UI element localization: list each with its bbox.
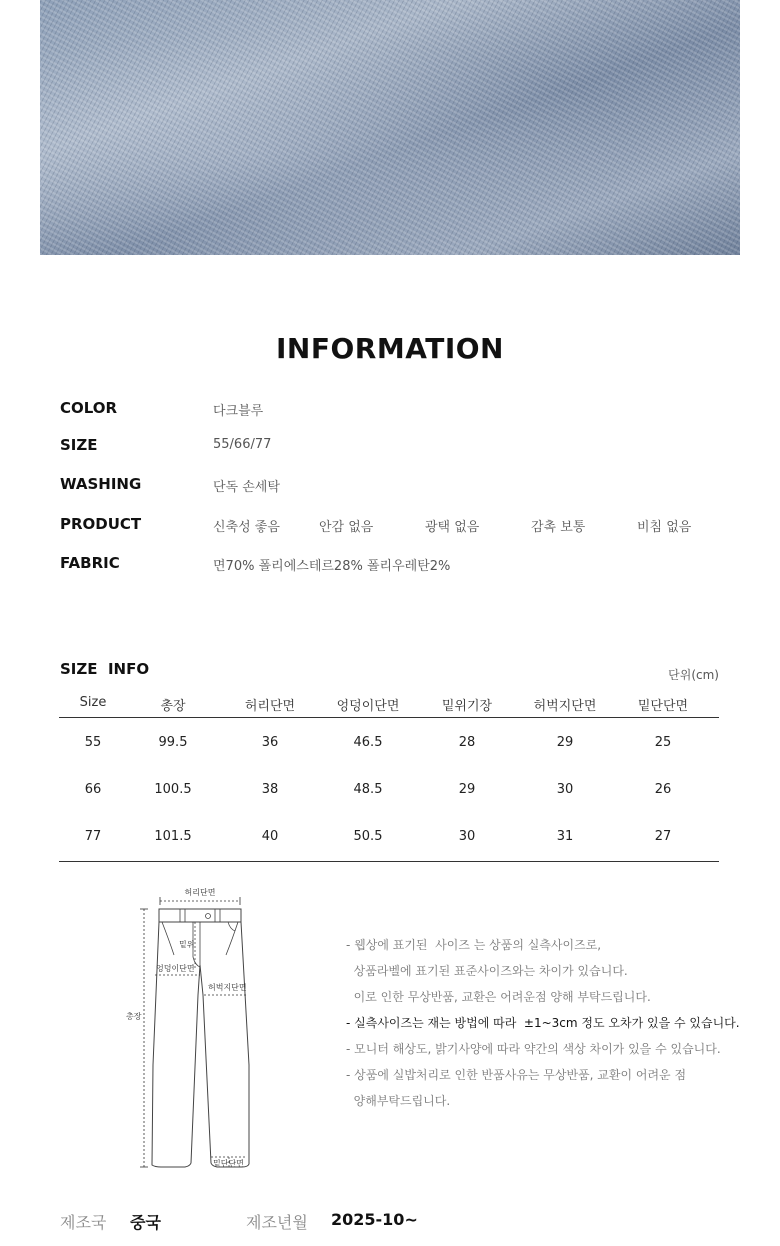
header-waist: 허리단면 xyxy=(244,699,296,714)
country-label: 제조국 xyxy=(60,1213,107,1232)
note-line: 이로 인한 무상반품, 교환은 어려운점 양해 부탁드립니다. xyxy=(346,990,651,1004)
diagram-label-thigh: 허벅지단면 xyxy=(208,983,247,992)
info-row-fabric xyxy=(60,554,740,576)
color-label: COLOR xyxy=(60,399,118,417)
size-notes xyxy=(346,932,746,1114)
cell-thigh: 31 xyxy=(556,829,574,844)
diagram-label-rise: 밑위 xyxy=(179,940,195,949)
note-line: - 웹상에 표기된 사이즈 는 상품의 실측사이즈로, xyxy=(346,938,602,952)
cell-waist: 40 xyxy=(261,829,279,844)
country-value: 중국 xyxy=(130,1213,161,1232)
cell-size: 66 xyxy=(84,782,102,797)
cell-hip: 48.5 xyxy=(353,782,383,797)
cell-size: 55 xyxy=(84,735,102,750)
product-item-sheer: 비침 없음 xyxy=(637,520,692,535)
info-row-washing xyxy=(60,475,740,497)
diagram-label-length: 총장 xyxy=(126,1012,142,1021)
note-line: 양해부탁드립니다. xyxy=(346,1094,451,1108)
cell-thigh: 29 xyxy=(556,735,574,750)
table-row xyxy=(59,719,719,766)
fabric-value: 면70% 폴리에스테르28% 폴리우레탄2% xyxy=(213,559,451,574)
diagram-label-waist: 허리단면 xyxy=(184,888,216,897)
note-line: 상품라벨에 표기된 표준사이즈와는 차이가 있습니다. xyxy=(346,964,628,978)
cell-rise: 30 xyxy=(458,829,476,844)
cell-rise: 28 xyxy=(458,735,476,750)
fabric-texture-photo xyxy=(40,0,740,255)
manufacture-date-value: 2025-10~ xyxy=(331,1210,418,1229)
cell-size: 77 xyxy=(84,829,102,844)
note-line: - 상품에 실밥처리로 인한 반품사유는 무상반품, 교환이 어려운 점 xyxy=(346,1068,687,1082)
header-hem: 밑단단면 xyxy=(637,699,689,714)
cell-waist: 36 xyxy=(261,735,279,750)
cell-total-length: 99.5 xyxy=(158,735,188,750)
product-item-texture: 감촉 보통 xyxy=(531,520,586,535)
header-total-length: 총장 xyxy=(160,699,186,714)
cell-hem: 27 xyxy=(654,829,672,844)
product-item-lining: 안감 없음 xyxy=(319,520,374,535)
table-row xyxy=(59,813,719,860)
size-value: 55/66/77 xyxy=(213,437,272,452)
table-row xyxy=(59,766,719,813)
header-hip: 엉덩이단면 xyxy=(336,699,400,714)
pants-outline-icon xyxy=(122,885,262,1175)
cell-thigh: 30 xyxy=(556,782,574,797)
size-table-header xyxy=(59,688,719,718)
diagram-label-hip: 엉덩이단면 xyxy=(156,964,195,973)
header-size: Size xyxy=(79,695,107,710)
size-table xyxy=(59,688,719,862)
origin-info xyxy=(0,1208,780,1232)
washing-label: WASHING xyxy=(60,475,142,493)
note-line-emphasis: - 실측사이즈는 재는 방법에 따라 ±1~3cm 정도 오차가 있을 수 있습니다. xyxy=(346,1016,740,1030)
size-label: SIZE xyxy=(60,436,98,454)
header-thigh: 허벅지단면 xyxy=(533,699,597,714)
cell-hip: 50.5 xyxy=(353,829,383,844)
note-line: - 모니터 해상도, 밝기사양에 따라 약간의 색상 차이가 있을 수 있습니다. xyxy=(346,1042,721,1056)
cell-hem: 26 xyxy=(654,782,672,797)
info-row-product xyxy=(60,515,740,537)
cell-hip: 46.5 xyxy=(353,735,383,750)
product-label: PRODUCT xyxy=(60,515,142,533)
cell-total-length: 100.5 xyxy=(154,782,192,797)
manufacture-date-label: 제조년월 xyxy=(246,1213,308,1232)
info-row-size xyxy=(60,436,740,458)
cell-waist: 38 xyxy=(261,782,279,797)
size-info-title: SIZE INFO xyxy=(60,660,150,678)
washing-value: 단독 손세탁 xyxy=(213,480,280,495)
header-rise: 밑위기장 xyxy=(441,699,493,714)
color-value: 다크블루 xyxy=(213,404,264,419)
cell-hem: 25 xyxy=(654,735,672,750)
fabric-label: FABRIC xyxy=(60,554,120,572)
page-title: INFORMATION xyxy=(276,332,504,365)
info-row-color xyxy=(60,399,740,421)
cell-total-length: 101.5 xyxy=(154,829,192,844)
pants-diagram xyxy=(122,885,262,1175)
size-unit: 단위(cm) xyxy=(668,668,719,682)
diagram-label-hem: 밑단단면 xyxy=(213,1159,244,1168)
cell-rise: 29 xyxy=(458,782,476,797)
product-item-stretch: 신축성 좋음 xyxy=(213,520,280,535)
product-item-gloss: 광택 없음 xyxy=(425,520,480,535)
